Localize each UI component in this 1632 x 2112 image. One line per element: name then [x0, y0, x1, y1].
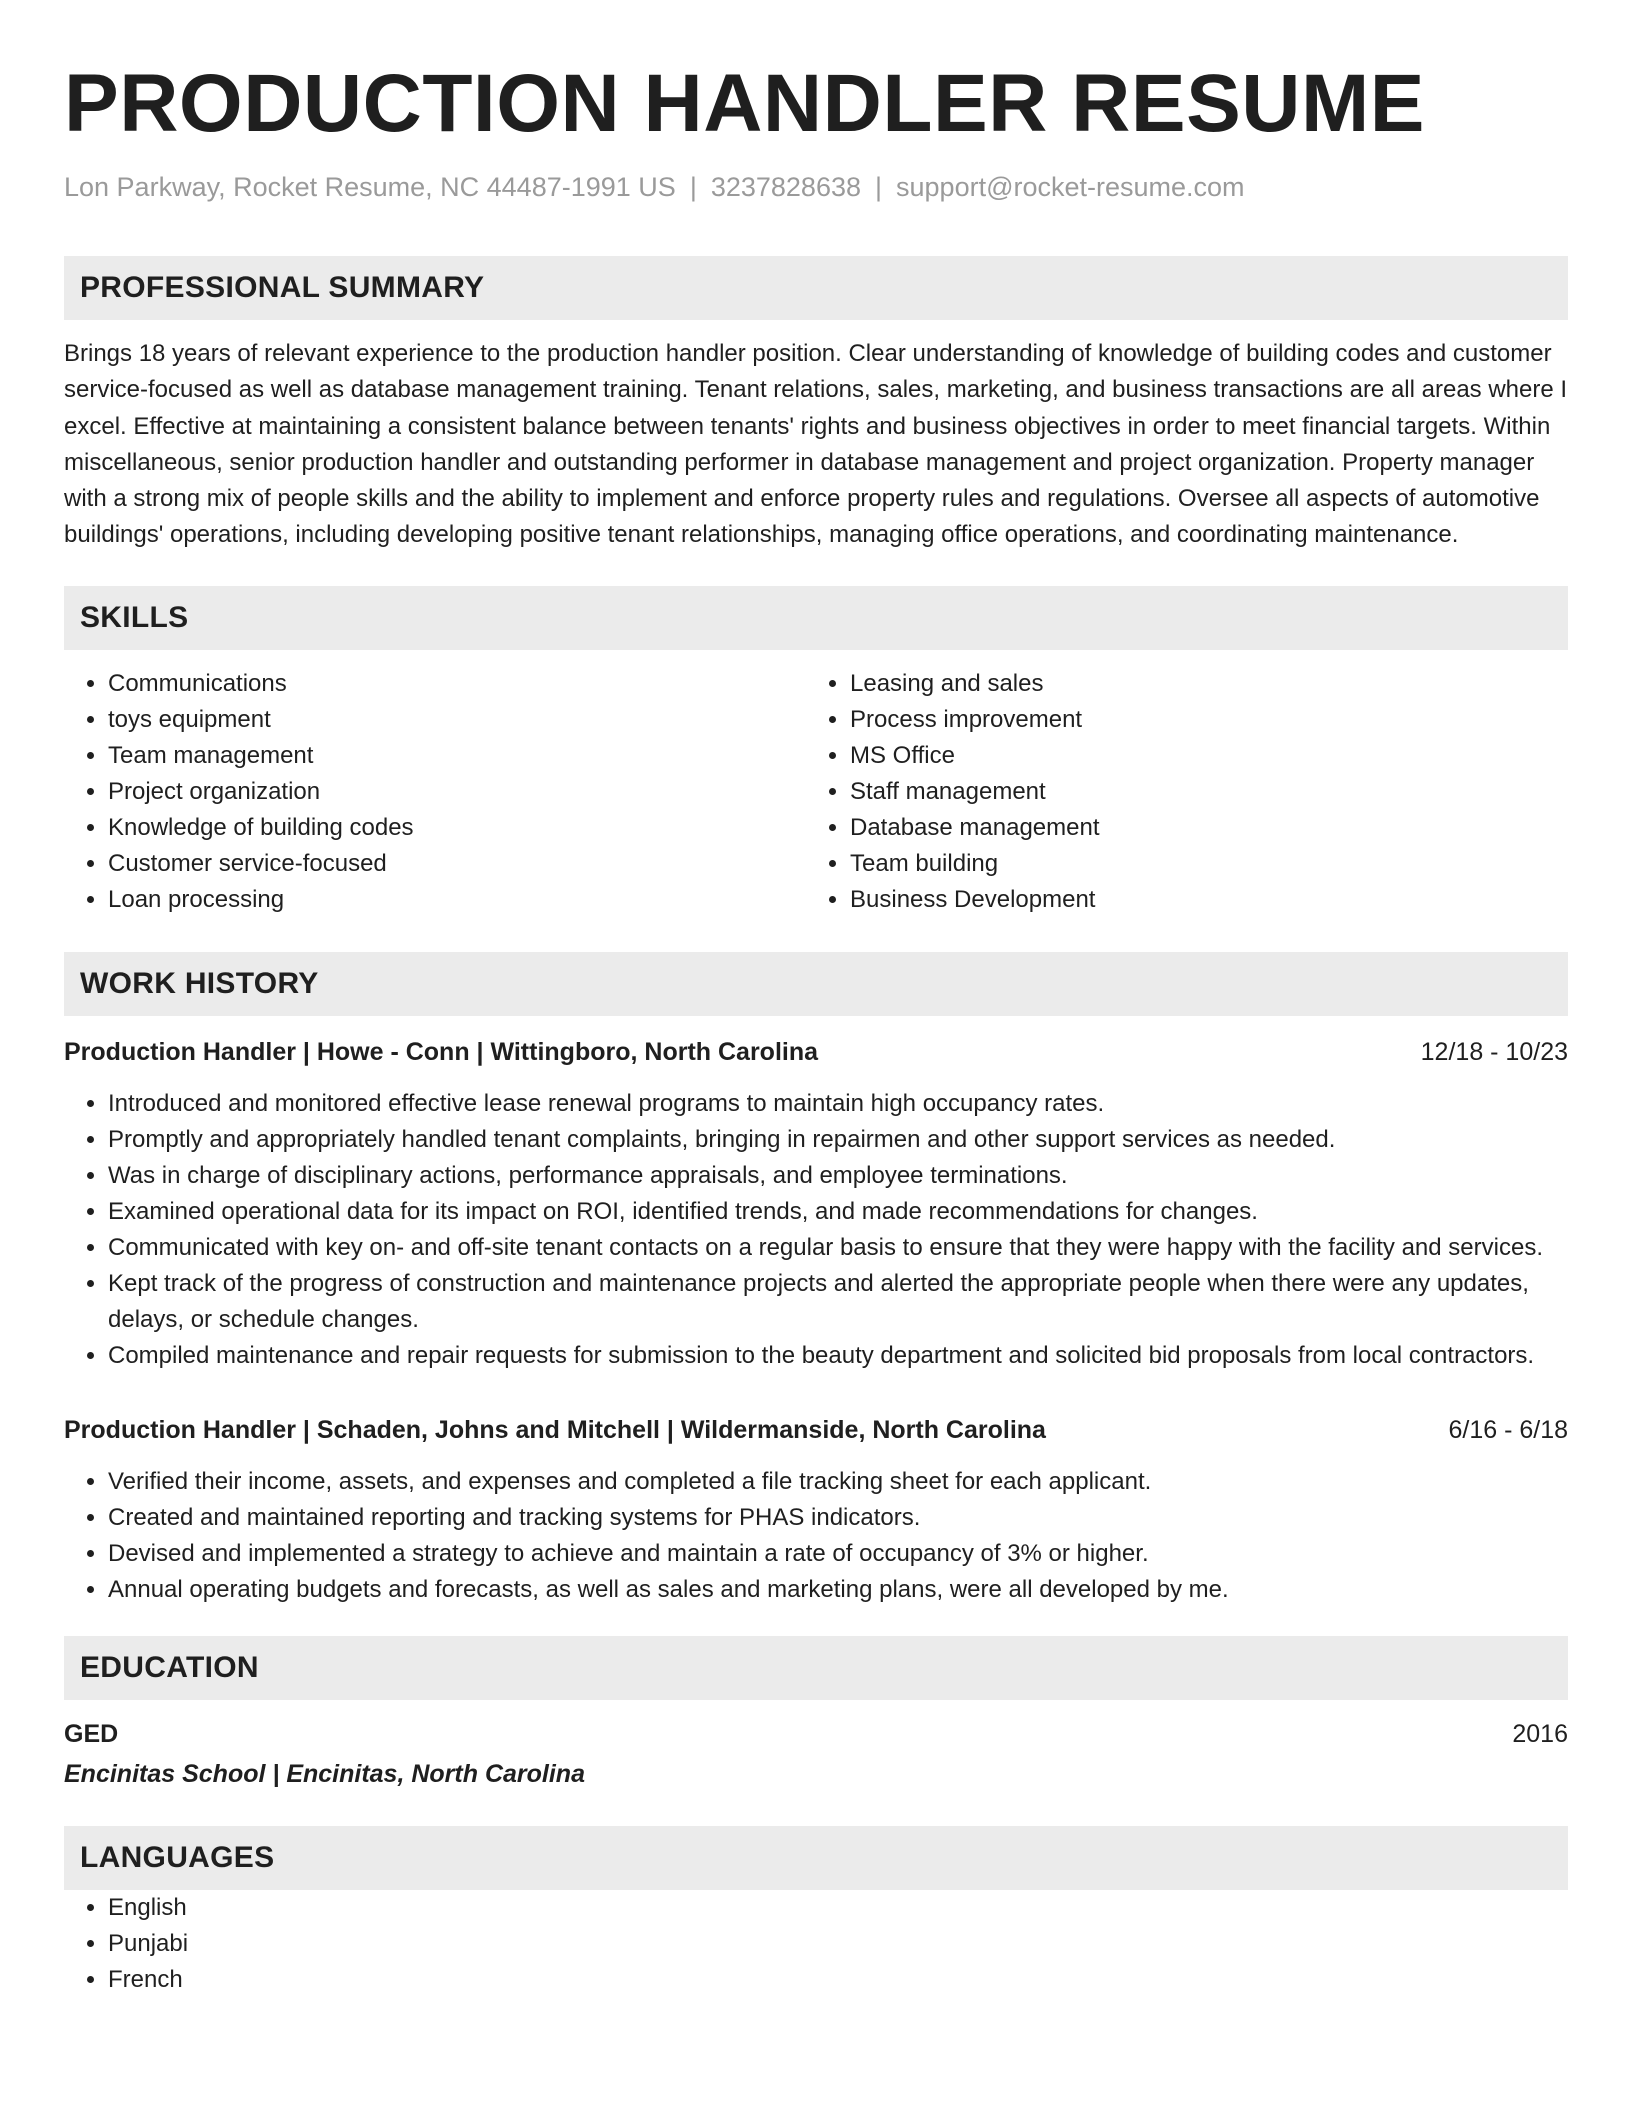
- section-heading-work-history: WORK HISTORY: [64, 952, 1568, 1016]
- skill-item: • Project organization: [108, 774, 806, 810]
- job-bullet: • Compiled maintenance and repair requests for submission to the beauty department and solicited bid proposals from local contractors.: [108, 1338, 1568, 1374]
- job-bullet: • Kept track of the progress of construction and maintenance projects and alerted the appropriate people when there were any updates, delays, or schedule changes.: [108, 1266, 1568, 1338]
- job-entry: [64, 1412, 1568, 1608]
- skill-item: • Team building: [850, 846, 1548, 882]
- skill-item: • Business Development: [850, 882, 1548, 918]
- job-bullet: • Was in charge of disciplinary actions, performance appraisals, and employee terminations.: [108, 1158, 1568, 1194]
- skill-item: • Loan processing: [108, 882, 806, 918]
- job-dates: 6/16 - 6/18: [1448, 1415, 1568, 1444]
- contact-separator: |: [875, 172, 883, 202]
- language-item: • English: [108, 1890, 1568, 1926]
- contact-email: support@rocket-resume.com: [896, 172, 1245, 202]
- job-bullet: • Examined operational data for its impact on ROI, identified trends, and made recommendations for changes.: [108, 1194, 1568, 1230]
- job-bullet: • Devised and implemented a strategy to achieve and maintain a rate of occupancy of 3% or higher.: [108, 1536, 1568, 1572]
- section-heading-skills: SKILLS: [64, 586, 1568, 650]
- education-header: [64, 1716, 1568, 1752]
- job-bullets: [64, 1464, 1568, 1608]
- job-header: [64, 1412, 1568, 1448]
- job-bullet: • Promptly and appropriately handled tenant complaints, bringing in repairmen and other support services as needed.: [108, 1122, 1568, 1158]
- contact-phone: 3237828638: [710, 172, 861, 202]
- section-heading-education: EDUCATION: [64, 1636, 1568, 1700]
- job-bullet: • Introduced and monitored effective lease renewal programs to maintain high occupancy rates.: [108, 1086, 1568, 1122]
- section-heading-languages: LANGUAGES: [64, 1826, 1568, 1890]
- section-heading-summary: PROFESSIONAL SUMMARY: [64, 256, 1568, 320]
- job-bullet: • Verified their income, assets, and expenses and completed a file tracking sheet for each applicant.: [108, 1464, 1568, 1500]
- skills-column-left: [64, 666, 806, 918]
- skill-item: • Leasing and sales: [850, 666, 1548, 702]
- education-degree: GED: [64, 1719, 119, 1748]
- skill-item: • Customer service-focused: [108, 846, 806, 882]
- resume-title: PRODUCTION HANDLER RESUME: [64, 58, 1425, 149]
- skill-item: • Team management: [108, 738, 806, 774]
- contact-address: Lon Parkway, Rocket Resume, NC 44487-1991 US: [64, 172, 676, 202]
- job-title: Production Handler | Howe - Conn | Wittingboro, North Carolina: [64, 1037, 819, 1066]
- job-title: Production Handler | Schaden, Johns and Mitchell | Wildermanside, North Carolina: [64, 1415, 1046, 1444]
- languages-list: [64, 1890, 1568, 1998]
- education-school: Encinitas School | Encinitas, North Carolina: [64, 1759, 585, 1788]
- job-header: [64, 1034, 1568, 1070]
- job-bullet: • Created and maintained reporting and tracking systems for PHAS indicators.: [108, 1500, 1568, 1536]
- skills-column-right: [806, 666, 1548, 918]
- job-bullet: • Annual operating budgets and forecasts, as well as sales and marketing plans, were all developed by me.: [108, 1572, 1568, 1608]
- skill-item: • Knowledge of building codes: [108, 810, 806, 846]
- skills-list: [64, 666, 1568, 918]
- language-item: • French: [108, 1962, 1568, 1998]
- language-item: • Punjabi: [108, 1926, 1568, 1962]
- job-bullets: [64, 1086, 1568, 1374]
- education-year: 2016: [1512, 1719, 1568, 1748]
- summary-text: Brings 18 years of relevant experience to the production handler position. Clear understanding of knowledge of building codes and customer service-focused as well as database management training. Tenant relations, sales, marketing, and business transactions are all areas where I excel. Effective at maintaining a consistent balance between tenants' rights and business objectives in order to meet financial targets. Within miscellaneous, senior production handler and outstanding performer in database management and project organization. Property manager with a strong mix of people skills and the ability to implement and enforce property rules and regulations. Oversee all aspects of automotive buildings' operations, including developing positive tenant relationships, managing office operations, and coordinating maintenance.: [64, 340, 1568, 549]
- job-entry: [64, 1034, 1568, 1374]
- contact-separator: |: [689, 172, 697, 202]
- skill-item: • Process improvement: [850, 702, 1548, 738]
- skill-item: • Staff management: [850, 774, 1548, 810]
- job-dates: 12/18 - 10/23: [1420, 1037, 1568, 1066]
- skill-item: • toys equipment: [108, 702, 806, 738]
- skill-item: • Database management: [850, 810, 1548, 846]
- education-entry: [64, 1716, 1568, 1792]
- job-bullet: • Communicated with key on- and off-site tenant contacts on a regular basis to ensure that they were happy with the facility and services.: [108, 1230, 1568, 1266]
- skill-item: • Communications: [108, 666, 806, 702]
- skill-item: • MS Office: [850, 738, 1548, 774]
- contact-line: [64, 170, 1568, 204]
